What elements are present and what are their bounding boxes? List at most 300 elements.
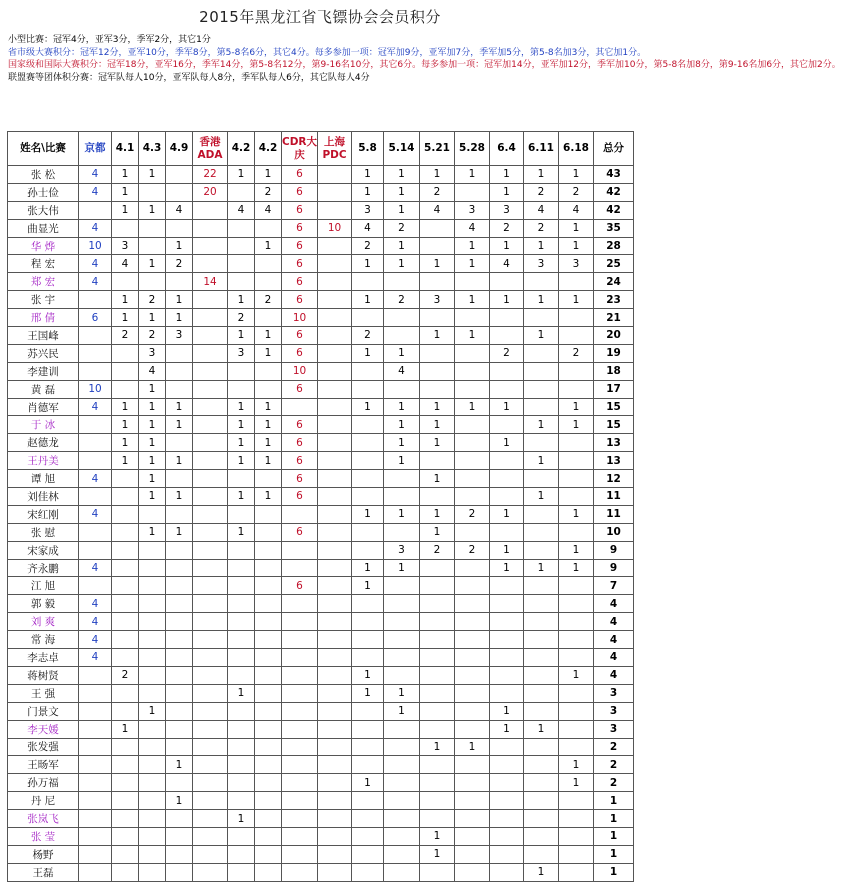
column-header: 总分 xyxy=(594,132,634,166)
score-cell xyxy=(490,470,524,488)
score-cell xyxy=(455,380,490,398)
table-row xyxy=(8,201,634,219)
score-cell xyxy=(79,488,112,506)
score-cell xyxy=(352,362,384,380)
score-cell xyxy=(166,631,193,649)
rule-league-events: 联盟赛等团体积分赛：冠军队每人10分，亚军队每人8分，季军队每人6分，其它队每人4分 xyxy=(8,72,370,83)
score-cell xyxy=(455,488,490,506)
score-cell xyxy=(112,577,139,595)
score-cell xyxy=(79,201,112,219)
score-cell xyxy=(139,237,166,255)
score-cell xyxy=(559,452,594,470)
score-cell xyxy=(559,327,594,345)
score-cell: 1 xyxy=(420,327,455,345)
score-cell xyxy=(455,470,490,488)
total-score: 1 xyxy=(594,845,634,863)
score-cell xyxy=(455,183,490,201)
score-cell xyxy=(228,631,255,649)
score-cell: 1 xyxy=(384,702,420,720)
score-cell xyxy=(112,488,139,506)
column-header: 上海PDC xyxy=(318,132,352,166)
score-cell xyxy=(166,863,193,881)
score-cell xyxy=(79,774,112,792)
score-cell: 4 xyxy=(79,595,112,613)
score-cell xyxy=(193,309,228,327)
score-cell xyxy=(112,774,139,792)
score-cell xyxy=(455,649,490,667)
score-cell xyxy=(490,327,524,345)
score-cell xyxy=(166,344,193,362)
column-header: 6.11 xyxy=(524,132,559,166)
score-cell xyxy=(352,845,384,863)
score-cell: 1 xyxy=(490,183,524,201)
score-cell xyxy=(79,327,112,345)
score-cell xyxy=(79,452,112,470)
score-cell xyxy=(352,416,384,434)
score-cell: 1 xyxy=(255,327,282,345)
score-cell xyxy=(282,541,318,559)
score-cell xyxy=(139,863,166,881)
score-cell: 4 xyxy=(79,398,112,416)
score-cell: 1 xyxy=(352,666,384,684)
score-cell xyxy=(559,827,594,845)
score-cell: 1 xyxy=(559,666,594,684)
table-row xyxy=(8,666,634,684)
score-cell xyxy=(318,559,352,577)
score-cell xyxy=(139,827,166,845)
total-score: 1 xyxy=(594,810,634,828)
score-cell: 1 xyxy=(524,291,559,309)
score-cell: 1 xyxy=(112,201,139,219)
score-cell xyxy=(318,613,352,631)
score-cell xyxy=(139,845,166,863)
score-cell xyxy=(455,273,490,291)
score-cell: 4 xyxy=(79,166,112,184)
score-cell xyxy=(139,810,166,828)
score-cell xyxy=(139,577,166,595)
score-cell xyxy=(318,416,352,434)
player-name: 王丹美 xyxy=(8,452,79,470)
total-score: 3 xyxy=(594,684,634,702)
player-name: 江 旭 xyxy=(8,577,79,595)
score-cell xyxy=(318,344,352,362)
score-cell: 6 xyxy=(282,166,318,184)
score-cell: 4 xyxy=(559,201,594,219)
total-score: 10 xyxy=(594,523,634,541)
score-cell xyxy=(318,434,352,452)
score-cell xyxy=(193,219,228,237)
score-cell xyxy=(352,470,384,488)
score-cell xyxy=(455,810,490,828)
page-title: 2015年黑龙江省飞镖协会会员积分 xyxy=(199,8,441,26)
total-score: 23 xyxy=(594,291,634,309)
total-score: 28 xyxy=(594,237,634,255)
column-header: 京都 xyxy=(79,132,112,166)
score-cell: 6 xyxy=(282,219,318,237)
score-cell xyxy=(255,845,282,863)
score-cell xyxy=(79,362,112,380)
score-cell xyxy=(524,541,559,559)
score-cell: 1 xyxy=(255,166,282,184)
score-cell xyxy=(193,237,228,255)
score-cell: 1 xyxy=(139,434,166,452)
score-cell xyxy=(139,649,166,667)
score-cell xyxy=(455,666,490,684)
score-cell: 1 xyxy=(384,559,420,577)
score-cell: 1 xyxy=(384,505,420,523)
score-cell: 1 xyxy=(384,684,420,702)
score-cell xyxy=(255,666,282,684)
score-cell xyxy=(193,488,228,506)
score-cell: 6 xyxy=(282,201,318,219)
score-cell: 1 xyxy=(524,166,559,184)
score-cell: 1 xyxy=(559,398,594,416)
score-cell: 1 xyxy=(559,774,594,792)
score-cell xyxy=(193,774,228,792)
score-cell xyxy=(193,201,228,219)
score-cell xyxy=(228,649,255,667)
score-cell xyxy=(193,452,228,470)
score-cell xyxy=(352,613,384,631)
score-cell xyxy=(112,702,139,720)
score-cell: 3 xyxy=(112,237,139,255)
score-cell: 10 xyxy=(282,362,318,380)
score-cell: 6 xyxy=(282,523,318,541)
score-cell xyxy=(139,273,166,291)
total-score: 7 xyxy=(594,577,634,595)
score-cell xyxy=(490,810,524,828)
score-cell: 4 xyxy=(166,201,193,219)
score-cell: 1 xyxy=(524,452,559,470)
score-cell: 3 xyxy=(490,201,524,219)
score-cell xyxy=(318,309,352,327)
score-cell xyxy=(559,702,594,720)
score-cell xyxy=(384,666,420,684)
total-score: 42 xyxy=(594,183,634,201)
score-cell xyxy=(384,470,420,488)
score-cell xyxy=(455,577,490,595)
score-cell xyxy=(228,362,255,380)
score-cell xyxy=(228,863,255,881)
score-cell xyxy=(255,792,282,810)
score-cell xyxy=(455,344,490,362)
score-cell xyxy=(490,774,524,792)
score-cell xyxy=(524,738,559,756)
score-cell: 1 xyxy=(420,166,455,184)
score-cell xyxy=(255,827,282,845)
score-cell: 3 xyxy=(166,327,193,345)
score-cell xyxy=(166,505,193,523)
score-cell xyxy=(112,613,139,631)
score-cell xyxy=(112,863,139,881)
score-cell xyxy=(455,631,490,649)
score-cell xyxy=(559,470,594,488)
score-cell xyxy=(79,666,112,684)
score-cell: 1 xyxy=(228,488,255,506)
score-cell xyxy=(559,523,594,541)
score-cell xyxy=(318,810,352,828)
score-cell xyxy=(79,291,112,309)
score-cell xyxy=(490,792,524,810)
score-cell xyxy=(139,613,166,631)
score-cell xyxy=(255,380,282,398)
score-cell xyxy=(166,362,193,380)
score-cell xyxy=(490,488,524,506)
score-cell: 1 xyxy=(490,559,524,577)
score-cell: 2 xyxy=(255,291,282,309)
score-cell xyxy=(490,756,524,774)
score-cell: 1 xyxy=(455,237,490,255)
score-cell: 2 xyxy=(490,344,524,362)
score-cell: 1 xyxy=(384,201,420,219)
player-name: 张 慰 xyxy=(8,523,79,541)
score-cell: 1 xyxy=(490,166,524,184)
score-cell xyxy=(139,219,166,237)
score-cell xyxy=(559,309,594,327)
score-cell: 1 xyxy=(559,291,594,309)
score-cell xyxy=(420,756,455,774)
score-cell xyxy=(228,505,255,523)
score-cell xyxy=(228,774,255,792)
score-cell xyxy=(352,380,384,398)
total-score: 17 xyxy=(594,380,634,398)
score-cell: 1 xyxy=(352,344,384,362)
score-cell: 10 xyxy=(282,309,318,327)
score-cell xyxy=(79,541,112,559)
score-cell xyxy=(455,720,490,738)
score-cell: 4 xyxy=(384,362,420,380)
score-cell xyxy=(455,416,490,434)
score-cell xyxy=(193,845,228,863)
score-cell: 1 xyxy=(255,488,282,506)
score-cell: 1 xyxy=(139,416,166,434)
score-cell: 1 xyxy=(112,434,139,452)
score-cell xyxy=(455,792,490,810)
score-cell: 2 xyxy=(490,219,524,237)
total-score: 3 xyxy=(594,702,634,720)
column-header: CDR大庆 xyxy=(282,132,318,166)
score-cell xyxy=(455,774,490,792)
rule-small-events: 小型比赛：冠军4分，亚军3分，季军2分，其它1分 xyxy=(8,35,211,45)
score-cell: 1 xyxy=(166,398,193,416)
score-cell xyxy=(255,631,282,649)
score-cell xyxy=(352,649,384,667)
score-cell xyxy=(228,827,255,845)
score-cell xyxy=(255,559,282,577)
score-cell xyxy=(524,613,559,631)
score-cell: 1 xyxy=(139,452,166,470)
score-cell xyxy=(524,756,559,774)
score-cell xyxy=(228,577,255,595)
column-header: 5.21 xyxy=(420,132,455,166)
score-cell xyxy=(193,649,228,667)
score-cell xyxy=(559,631,594,649)
total-score: 42 xyxy=(594,201,634,219)
score-cell xyxy=(524,827,559,845)
score-cell xyxy=(420,702,455,720)
score-cell xyxy=(455,702,490,720)
column-header: 5.28 xyxy=(455,132,490,166)
score-cell xyxy=(420,613,455,631)
score-cell: 1 xyxy=(166,756,193,774)
score-cell xyxy=(490,577,524,595)
score-cell xyxy=(318,738,352,756)
player-name: 张大伟 xyxy=(8,201,79,219)
score-cell xyxy=(112,523,139,541)
score-cell: 1 xyxy=(139,488,166,506)
score-cell xyxy=(352,595,384,613)
score-cell xyxy=(228,756,255,774)
score-cell xyxy=(420,488,455,506)
score-cell: 1 xyxy=(352,291,384,309)
score-cell: 1 xyxy=(384,237,420,255)
score-cell xyxy=(318,505,352,523)
score-cell: 2 xyxy=(139,291,166,309)
score-cell xyxy=(420,559,455,577)
score-cell: 6 xyxy=(282,577,318,595)
score-cell xyxy=(193,344,228,362)
score-cell xyxy=(455,845,490,863)
score-cell: 2 xyxy=(559,183,594,201)
score-cell: 1 xyxy=(490,434,524,452)
score-cell xyxy=(282,649,318,667)
score-cell xyxy=(490,362,524,380)
score-cell: 22 xyxy=(193,166,228,184)
score-cell xyxy=(420,774,455,792)
score-cell xyxy=(282,845,318,863)
column-header: 5.8 xyxy=(352,132,384,166)
score-cell xyxy=(384,649,420,667)
score-cell xyxy=(139,756,166,774)
score-cell: 1 xyxy=(255,344,282,362)
table-row xyxy=(8,344,634,362)
total-score: 12 xyxy=(594,470,634,488)
score-cell xyxy=(420,237,455,255)
table-row xyxy=(8,505,634,523)
score-cell xyxy=(79,738,112,756)
score-cell xyxy=(228,738,255,756)
score-cell: 1 xyxy=(524,416,559,434)
score-cell xyxy=(228,613,255,631)
score-cell xyxy=(524,774,559,792)
score-cell xyxy=(79,863,112,881)
score-cell xyxy=(524,505,559,523)
score-cell xyxy=(490,380,524,398)
score-cell xyxy=(228,702,255,720)
score-cell xyxy=(193,380,228,398)
score-cell xyxy=(455,613,490,631)
score-cell: 1 xyxy=(139,255,166,273)
score-table xyxy=(7,131,634,882)
score-cell: 1 xyxy=(420,523,455,541)
score-cell xyxy=(524,684,559,702)
score-cell: 6 xyxy=(282,237,318,255)
table-row xyxy=(8,452,634,470)
score-cell: 1 xyxy=(352,684,384,702)
score-cell: 1 xyxy=(420,738,455,756)
player-name: 蒋树贤 xyxy=(8,666,79,684)
score-cell: 1 xyxy=(228,523,255,541)
score-cell xyxy=(166,434,193,452)
score-cell xyxy=(255,541,282,559)
score-cell: 1 xyxy=(384,398,420,416)
score-cell xyxy=(282,684,318,702)
score-cell xyxy=(352,810,384,828)
score-cell xyxy=(166,720,193,738)
player-name: 王磊 xyxy=(8,863,79,881)
total-score: 4 xyxy=(594,613,634,631)
total-score: 9 xyxy=(594,559,634,577)
table-row xyxy=(8,827,634,845)
score-cell xyxy=(490,827,524,845)
score-cell: 3 xyxy=(384,541,420,559)
score-cell: 1 xyxy=(139,309,166,327)
score-cell xyxy=(455,559,490,577)
score-cell: 1 xyxy=(384,416,420,434)
score-cell: 2 xyxy=(559,344,594,362)
score-cell: 3 xyxy=(420,291,455,309)
score-cell xyxy=(166,649,193,667)
score-cell xyxy=(193,613,228,631)
score-cell: 4 xyxy=(352,219,384,237)
score-cell xyxy=(166,273,193,291)
score-cell xyxy=(255,684,282,702)
score-cell xyxy=(112,595,139,613)
table-row xyxy=(8,327,634,345)
score-cell xyxy=(79,577,112,595)
score-cell: 1 xyxy=(420,416,455,434)
table-row xyxy=(8,792,634,810)
score-cell xyxy=(559,845,594,863)
score-cell: 1 xyxy=(112,398,139,416)
table-row xyxy=(8,738,634,756)
player-name: 张 莹 xyxy=(8,827,79,845)
score-cell: 6 xyxy=(282,273,318,291)
score-cell xyxy=(524,792,559,810)
score-cell: 1 xyxy=(139,523,166,541)
score-cell xyxy=(193,559,228,577)
score-cell: 4 xyxy=(255,201,282,219)
score-cell xyxy=(559,362,594,380)
score-cell xyxy=(524,702,559,720)
score-cell: 1 xyxy=(559,756,594,774)
score-cell xyxy=(524,380,559,398)
total-score: 18 xyxy=(594,362,634,380)
score-cell: 1 xyxy=(559,166,594,184)
table-row xyxy=(8,398,634,416)
score-cell xyxy=(193,756,228,774)
score-cell xyxy=(112,756,139,774)
table-row xyxy=(8,756,634,774)
score-cell: 2 xyxy=(420,183,455,201)
score-cell xyxy=(139,792,166,810)
score-cell: 4 xyxy=(455,219,490,237)
score-cell xyxy=(318,183,352,201)
player-name: 孙万福 xyxy=(8,774,79,792)
player-name: 郑 宏 xyxy=(8,273,79,291)
score-cell xyxy=(166,219,193,237)
score-cell xyxy=(282,774,318,792)
table-row xyxy=(8,613,634,631)
score-cell xyxy=(112,649,139,667)
score-cell xyxy=(420,595,455,613)
score-cell: 4 xyxy=(79,505,112,523)
score-cell: 1 xyxy=(166,792,193,810)
table-row xyxy=(8,559,634,577)
score-cell: 1 xyxy=(139,166,166,184)
score-cell xyxy=(524,845,559,863)
score-cell xyxy=(524,434,559,452)
